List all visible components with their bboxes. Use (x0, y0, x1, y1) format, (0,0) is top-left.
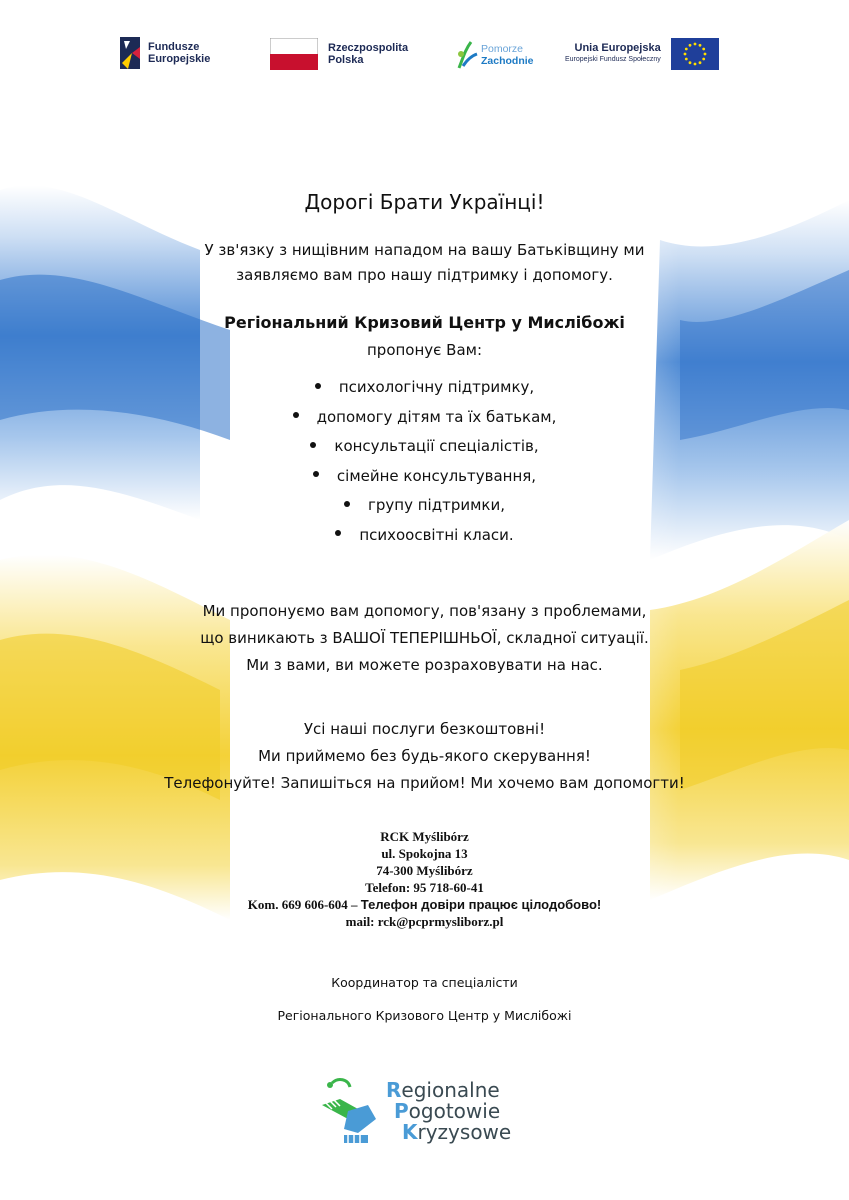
list-item (0, 491, 849, 521)
polish-flag-icon (270, 38, 318, 70)
list-item (0, 373, 849, 403)
offer-text: психологічну підтримку, (338, 378, 535, 396)
offer-text: психоосвітні класи. (359, 525, 514, 544)
contact-mobile: Kom. 669 606-604 – (247, 897, 361, 912)
contact-mail: mail: rck@pcprmysliborz.pl (345, 914, 504, 929)
rpk-initial: P (394, 1098, 409, 1123)
offers-label: пропонує Вам: (366, 341, 483, 359)
rpk-word-rest: ryzysowe (417, 1119, 512, 1144)
list-item (0, 462, 849, 492)
list-item (0, 432, 849, 462)
helping-hands-icon (318, 1075, 380, 1147)
offer-text: консультації спеціалістів, (334, 437, 539, 455)
services-paragraph (0, 716, 849, 797)
unia-line1: Unia Europejska (574, 42, 661, 54)
rpk-line (386, 1119, 512, 1144)
pomorze-zachodnie-icon (455, 38, 479, 72)
services-line: Телефонуйте! Запишіться на прийом! Ми хочемо вам допомогти! (164, 774, 685, 792)
rpk-initial: K (402, 1119, 418, 1144)
help-line: Ми з вами, ви можете розраховувати на нас. (246, 656, 603, 674)
unia-line2: Europejski Fundusz Społeczny (565, 56, 661, 63)
coordinator-org-text: Регіонального Кризового Центр у Мислібожі (277, 1008, 572, 1023)
bullet-icon (344, 501, 350, 507)
intro-line: заявляємо вам про нашу підтримку і допомогу. (236, 266, 613, 284)
rpk-word-rest: ogotowie (408, 1098, 501, 1123)
fundusze-line1: Fundusze (148, 41, 200, 53)
rzeczpospolita-line2: Polska (328, 54, 364, 66)
rpk-line (386, 1098, 511, 1123)
list-item (0, 403, 849, 433)
organization-title: Регіональний Кризовий Центр у Мислібожі (224, 313, 625, 332)
intro-line: У зв'язку з нищівним нападом на вашу Батьківщину ми (204, 241, 645, 259)
bullet-icon (313, 471, 319, 477)
offer-text: сімейне консультування, (336, 466, 537, 485)
contact-phone: Telefon: 95 718-60-41 (365, 880, 484, 895)
contact-mobile-line (0, 896, 849, 913)
regionalne-pogotowie-kryzysowe-logo (318, 1075, 511, 1147)
help-line: Ми пропонуємо вам допомогу, пов'язану з проблемами, (202, 602, 647, 620)
contact-name: RCK Myślibórz (380, 829, 469, 844)
help-paragraph (0, 598, 849, 679)
contact-street: ul. Spokojna 13 (381, 846, 468, 861)
rpk-initial: R (386, 1077, 402, 1102)
pomorze-line1: Pomorze (481, 43, 524, 55)
bullet-icon (335, 530, 341, 536)
fundusze-europejskie-icon (118, 33, 142, 73)
offer-text: допомогу дітям та їх батькам, (316, 407, 557, 426)
offer-text: групу підтримки, (368, 496, 505, 514)
coordinator-text: Координатор та спеціалісти (331, 975, 518, 990)
fundusze-europejskie-logo (118, 33, 210, 73)
pomorze-line2: Zachodnie (481, 55, 534, 67)
bullet-icon (293, 412, 299, 418)
rzeczpospolita-line1: Rzeczpospolita (328, 42, 409, 54)
bullet-icon (315, 383, 321, 389)
intro-text (0, 238, 849, 288)
rpk-line (386, 1077, 511, 1102)
services-line: Усі наші послуги безкоштовні! (303, 720, 546, 738)
fundusze-line2: Europejskie (148, 53, 211, 65)
contact-block (0, 828, 849, 930)
list-item (0, 521, 849, 551)
help-line: що виникають з ВАШОЇ ТЕПЕРІШНЬОЇ, складної ситуації. (200, 629, 649, 647)
bullet-icon (310, 442, 316, 448)
rpk-word-rest: egionalne (401, 1077, 500, 1102)
rzeczpospolita-polska-logo (270, 38, 408, 70)
rpk-text (386, 1077, 512, 1144)
offers-list (0, 373, 849, 550)
contact-city: 74-300 Myślibórz (376, 863, 473, 878)
unia-europejska-logo (565, 38, 719, 70)
eu-flag-icon (671, 38, 719, 70)
page-title: Дорогі Брати Українці! (304, 190, 545, 214)
services-line: Ми приймемо без будь-якого скерування! (258, 747, 591, 765)
contact-hotline: Телефон довіри працює цілодобово! (360, 897, 602, 912)
pomorze-zachodnie-logo (455, 38, 534, 72)
